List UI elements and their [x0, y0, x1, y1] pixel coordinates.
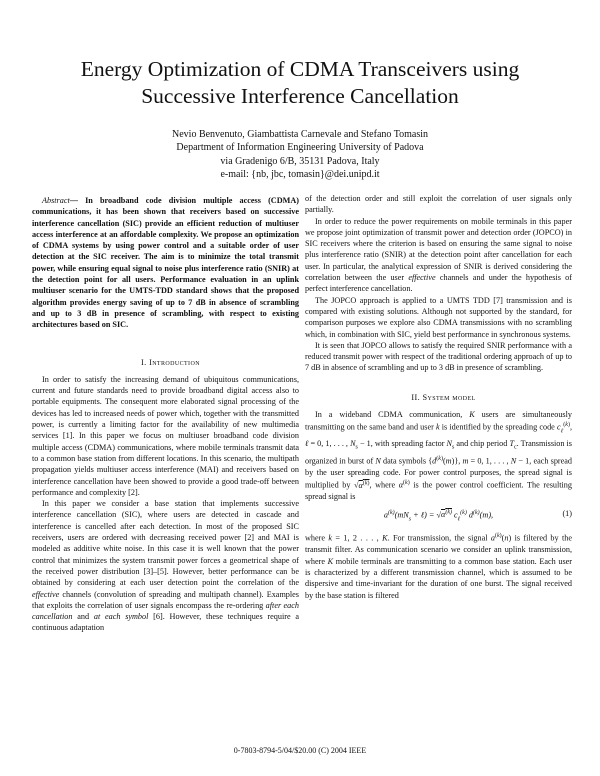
intro-paragraph-3: In order to reduce the power requirements on mobile terminals in this paper we propose joint optimization of transmit power and detection order (JOPCO) in SIC receivers where the criterion is based on ensuring the same signal to noise plus interference ratio (SNIR) at the detection point after cancellation for each user. In particular, the analytical expression of SNIR is derived considering the correlation between the user effective channels and under the hypothesis of perfect interference cancellation.: [305, 216, 572, 294]
abstract: [32, 195, 299, 331]
copyright-footer: 0-7803-8794-5/04/$20.00 (C) 2004 IEEE: [233, 746, 367, 755]
left-column: [32, 195, 299, 634]
system-paragraph-2: where k = 1, 2 . . . , K. For transmission, the signal $a^{(k)}(n)$ is filtered by the transmit filter. As communication scenario we consider an uplink transmission, where K mobile terminals are transmitting to a common base station. Each user is characterized by a different transmission channel, which is assumed to be dispersive and time-invariant for the duration of one burst. The signal received by the base station is filtered: [305, 533, 573, 600]
author-address: via Gradenigo 6/B, 35131 Padova, Italy: [220, 155, 380, 167]
title-line-1: Energy Optimization of CDMA Transceivers using: [80, 57, 520, 81]
intro-paragraph-2-continued: of the detection order and still exploit the correlation of user signals only partially.: [305, 194, 572, 215]
author-block: [0, 128, 600, 181]
paper-title: [0, 56, 600, 110]
section-heading-system-model: II. System model: [411, 392, 476, 402]
abstract-text: — In broadband code division multiple access (CDMA) communications, it has been shown that receivers based on successive interference cancellation (SIC) provide an efficient reduction of multiuser access interference at an affordable complexity. We propose an optimization of CDMA systems by using power control and a suitable order of user detection at the SIC receiver. The aim is to minimize the total transmit power, while ensuring equal signal to noise plus interference ratio (SNIR) at the detection point for all users. Performance evaluation in an uplink multiuser scenario for the UMTS-TDD standard shows that the proposed algorithm provides energy saving of up to 7 dB in absence of scrambling and up to 3 dB in presence of scrambling, with respect to existing architectures based on SIC.: [32, 196, 299, 330]
author-names: Nevio Benvenuto, Giambattista Carnevale and Stefano Tomasin: [172, 129, 428, 140]
equation-number: (1): [562, 508, 572, 518]
intro-paragraph-5: It is seen that JOPCO allows to satisfy the required SNIR performance with a reduced transmit power with respect of the traditional ordering approach of up to 7 dB in absence of scrambling and up to 3 dB in presence of scrambling.: [305, 340, 572, 373]
intro-paragraph-4: The JOPCO approach is applied to a UMTS TDD [7] transmission and is compared with existing solutions. Although not supported by the standard, for comparison purposes we explore also CDMA transmissions with no scrambling which, in combination with SIC, yield best performance in synchronous systems.: [305, 295, 572, 339]
author-email: e-mail: {nb, jbc, tomasin}@dei.unipd.it: [220, 168, 380, 180]
right-column: [305, 193, 572, 601]
intro-paragraph-2: In this paper we consider a base station that implements successive interference cancellation (SIC), where users are detected in cascade and interference is cancelled after each detection. In most of the proposed SIC receivers, users are ordered with decreasing received power [2] and MAI is modeled as additive white noise. In this case it is well known that the power control that minimizes the system transmit power forces a geometrical shape of the received power distribution [3]–[5]. However, better performance can be obtained by considering at each user detection point the correlation of the effective channels (convolution of spreading and multipath channel). Examples that exploits the correlation of user signals encompass the re-ordering after each cancellation and at each symbol [6]. However, these techniques require a continuous adaptation: [32, 499, 299, 633]
author-affiliation: Department of Information Engineering University of Padova: [176, 142, 424, 154]
section-heading-introduction: I. Introduction: [141, 357, 200, 367]
system-paragraph-1: In a wideband CDMA communication, K users are simultaneously transmitting on the same band and user k is identified by the spreading code $c_\ell^{(k)}$, ℓ = 0, 1, . . . , $N_s - 1$, with spreading factor $N_s$ and chip period $T_c$. Transmission is organized in burst of N data symbols $\{d^{(k)}(m)\}$, m = 0, 1, . . . , N − 1, each spread by the user spreading code. For power control purposes, the spread signal is multiplied by $√\alpha^{(k)}$, where $\alpha^{(k)}$ is the power control coefficient. The resulting spread signal is: [305, 410, 573, 502]
abstract-label: Abstract: [42, 196, 70, 205]
title-line-2: Successive Interference Cancellation: [141, 84, 459, 108]
intro-paragraph-1: In order to satisfy the increasing demand of ubiquitous communications, current and future standards need to provide broadband digital access also to portable equipments. The consequent more elaborated signal processing of the devices has led to increased needs of power which, together with the transmitted power, is currently a limiting factor for the availability of new multimedia services [1]. In this paper we focus on multiuser broadband code division multiple access (CDMA) communications, where mobile terminals transmit data to a common base station from different locations. In this scenario, the multipath propagation yields multiuser access interference (MAI) and receivers based on interference cancellation have been showed to provide a good trade-off between performance and complexity [2].: [32, 374, 299, 497]
equation-1: $a^{(k)}(mN_s$ + ℓ) = $√\alpha^{(k)}$ $c_\ell^{(k)}$ $d^{(k)}(m)$, (1): [383, 508, 572, 522]
